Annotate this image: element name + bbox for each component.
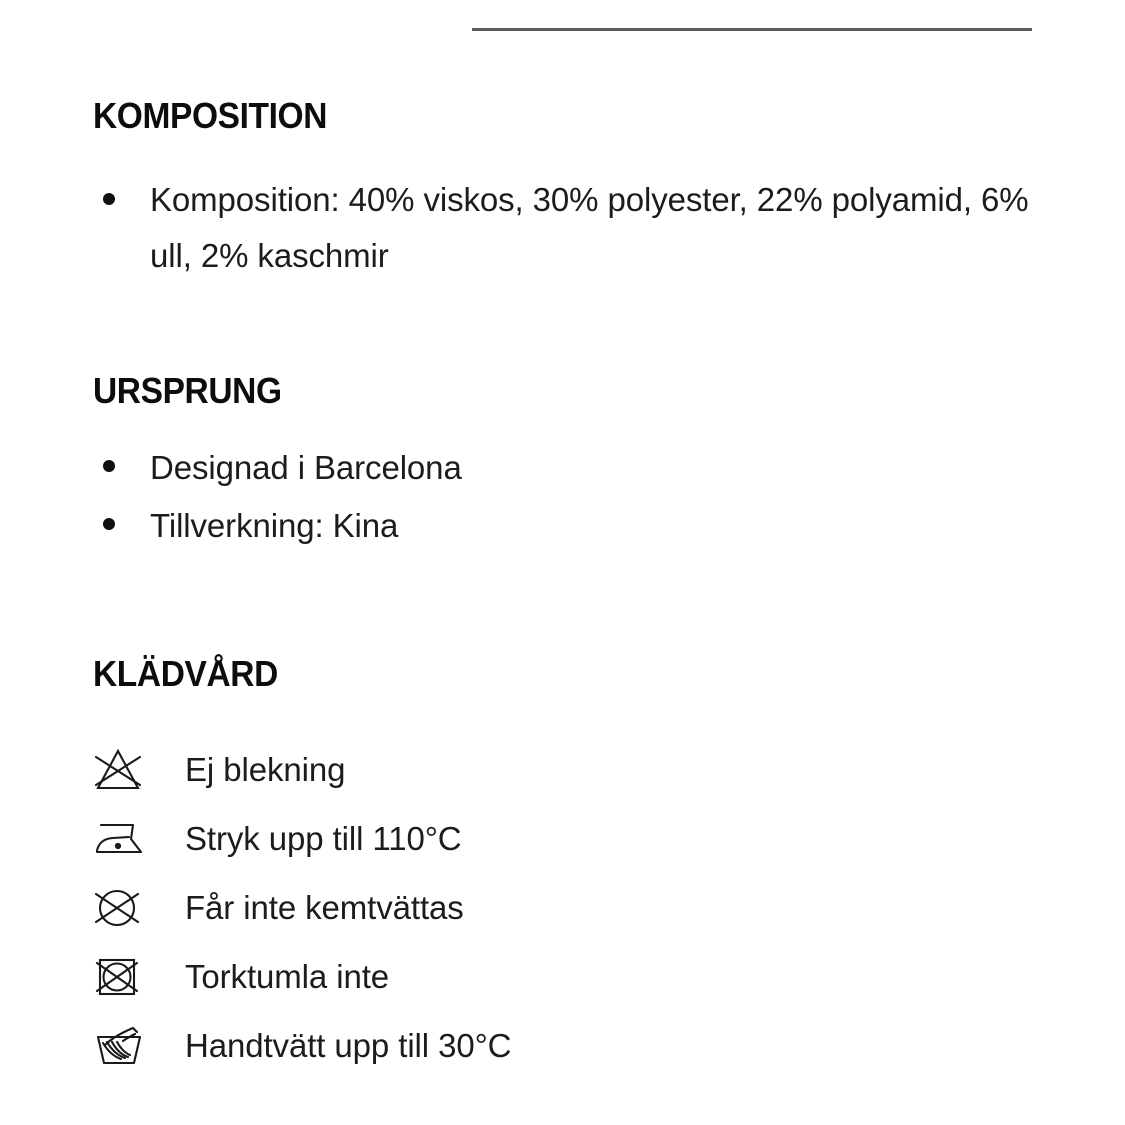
care-section bbox=[93, 654, 1053, 1081]
care-instruction-row bbox=[93, 736, 1053, 805]
spacer bbox=[93, 556, 1053, 654]
care-instruction-label: Stryk upp till 110°C bbox=[185, 820, 462, 858]
care-heading: KLÄDVÅRD bbox=[93, 653, 278, 695]
care-instruction-row bbox=[93, 943, 1053, 1012]
spacer bbox=[93, 136, 1053, 172]
do-not-bleach-icon bbox=[93, 744, 151, 796]
origin-heading: URSPRUNG bbox=[93, 370, 282, 412]
origin-section bbox=[93, 371, 1053, 556]
care-instruction-label: Får inte kemtvättas bbox=[185, 889, 464, 927]
hand-wash-icon bbox=[93, 1020, 151, 1072]
do-not-tumble-dry-icon bbox=[93, 951, 151, 1003]
care-instruction-row bbox=[93, 874, 1053, 943]
do-not-dry-clean-icon bbox=[93, 882, 151, 934]
iron-low-temperature-icon bbox=[93, 813, 151, 865]
care-instruction-label: Torktumla inte bbox=[185, 958, 390, 996]
content-column bbox=[93, 96, 1053, 1081]
care-instruction-label: Ej blekning bbox=[185, 751, 346, 789]
spacer bbox=[93, 411, 1053, 439]
composition-section bbox=[93, 96, 1053, 285]
spacer bbox=[93, 285, 1053, 371]
care-instructions-list bbox=[93, 736, 1053, 1081]
origin-list bbox=[93, 439, 1053, 556]
list-item: Komposition: 40% viskos, 30% polyester, 22% polyamid, 6% ull, 2% kaschmir bbox=[93, 172, 1053, 286]
composition-list bbox=[93, 172, 1053, 286]
list-item: Tillverkning: Kina bbox=[93, 497, 1053, 556]
composition-heading: KOMPOSITION bbox=[93, 95, 327, 136]
list-item: Designad i Barcelona bbox=[93, 439, 1053, 498]
care-instruction-label: Handtvätt upp till 30°C bbox=[185, 1027, 512, 1065]
care-instruction-row bbox=[93, 805, 1053, 874]
top-divider bbox=[472, 28, 1032, 31]
spacer bbox=[93, 694, 1053, 736]
care-instruction-row bbox=[93, 1012, 1053, 1081]
